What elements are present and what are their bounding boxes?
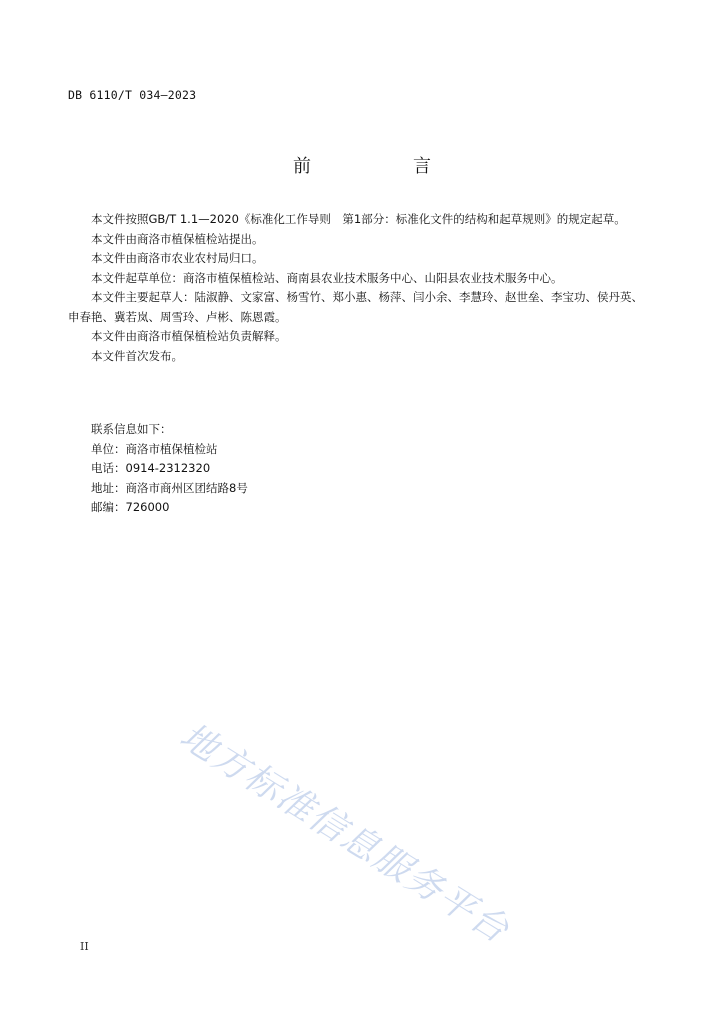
paragraph-interpretation: 本文件由商洛市植保植检站负责解释。 xyxy=(91,329,287,343)
page-number: II xyxy=(80,940,89,953)
watermark: 地方标准信息服务平台 xyxy=(172,715,517,952)
page-title: 前 言 xyxy=(293,156,473,177)
contact-postcode: 邮编：726000 xyxy=(91,500,170,514)
contact-address: 地址：商洛市商州区团结路8号 xyxy=(91,480,248,495)
paragraph-drafters: 本文件主要起草人：陆淑静、文家富、杨雪竹、郑小惠、杨萍、闫小余、李慧玲、赵世垒、李宝功、侯丹英、申春艳、冀若岚、周雪玲、卢彬、陈恩霞。 xyxy=(68,290,643,324)
paragraph-drafting-rules: 本文件按照GB/T 1.1—2020《标准化工作导则 第1部分：标准化文件的结构和起草规则》的规定起草。 xyxy=(91,212,626,226)
paragraph-drafting-units: 本文件起草单位：商洛市植保植检站、商南县农业技术服务中心、山阳县农业技术服务中心。 xyxy=(91,270,563,285)
foreword-body xyxy=(68,210,648,366)
contact-unit: 单位：商洛市植保植检站 xyxy=(91,441,218,456)
paragraph-first-release: 本文件首次发布。 xyxy=(91,348,183,363)
paragraph-centralized-by: 本文件由商洛市农业农村局归口。 xyxy=(91,251,264,265)
contact-info xyxy=(91,420,248,518)
contact-phone: 电话：0914-2312320 xyxy=(91,461,211,475)
paragraph-proposed-by: 本文件由商洛市植保植检站提出。 xyxy=(91,231,264,246)
standard-code: DB 6110/T 034—2023 xyxy=(68,88,197,102)
contact-heading: 联系信息如下： xyxy=(91,422,172,436)
